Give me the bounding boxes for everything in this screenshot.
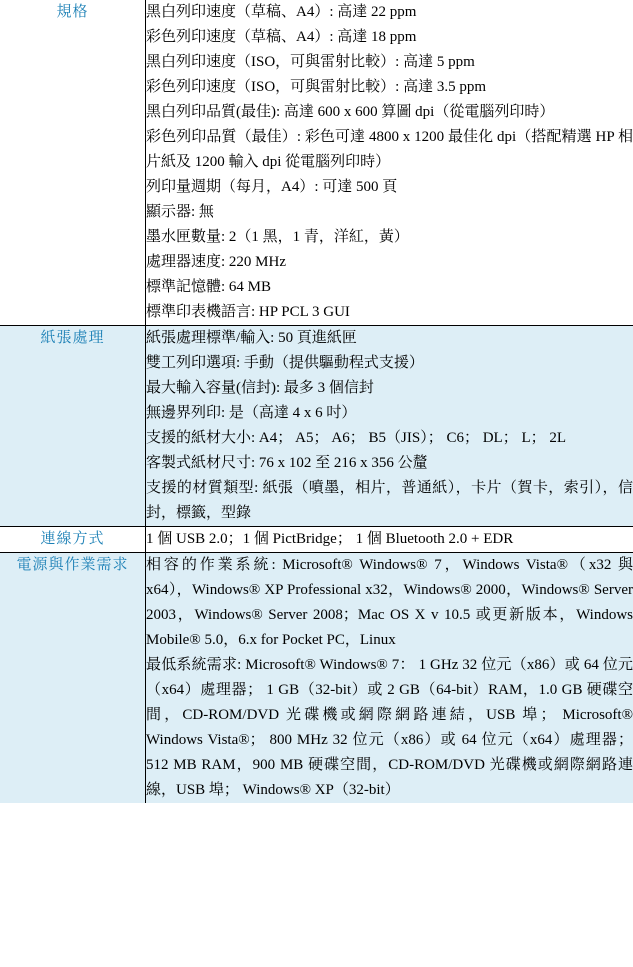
row-label-specifications — [0, 0, 146, 326]
row-label-power-and-os — [0, 553, 146, 804]
table-row — [0, 0, 633, 326]
spec-item: 標準記憶體: 64 MB — [146, 279, 272, 295]
row-label-text: 規格 — [56, 4, 89, 20]
spec-item: 彩色列印速度（ISO，可與雷射比較）: 高達 3.5 ppm — [146, 79, 487, 95]
spec-item: 支援的紙材大小: A4； A5； A6； B5（JIS）； C6； DL； L； 2L — [146, 430, 567, 446]
spec-item: 最低系統需求: Microsoft® Windows® 7： 1 GHz 32 位元（x86）或 64 位元（x64）處理器； 1 GB（32-bit）或 2 GB（64-bit）RAM，1.0 GB 硬碟空間，CD-ROM/DVD 光碟機或網際網路連結，USB 埠； Microsoft® Windows Vista®； 800 MHz 32 位元（x86）或 64 位元（x64）處理器； 512 MB RAM，900 MB 硬碟空間，CD-ROM/DVD 光碟機或網際網路連線，USB 埠； Windows® XP（32-bit） — [146, 657, 633, 798]
spec-item: 客製式紙材尺寸: 76 x 102 至 216 x 356 公釐 — [146, 455, 428, 471]
spec-item: 無邊界列印: 是（高達 4 x 6 吋） — [146, 405, 357, 421]
table-row — [0, 553, 633, 804]
spec-item: 彩色列印速度（草稿、A4）: 高達 18 ppm — [146, 29, 417, 45]
spec-item: 黑白列印速度（ISO，可與雷射比較）: 高達 5 ppm — [146, 54, 475, 70]
spec-item: 黑白列印速度（草稿、A4）: 高達 22 ppm — [146, 4, 417, 20]
spec-item: 列印量週期（每月，A4）: 可達 500 頁 — [146, 179, 398, 195]
row-values-specifications — [146, 0, 633, 326]
spec-item: 相容的作業系統: Microsoft® Windows® 7，Windows Vista®（x32 與 x64），Windows® XP Professional x32，Windows® 2000，Windows® Server 2003，Windows® Server 2008；Mac OS X v 10.5 或更新版本，Windows Mobile® 5.0，6.x for Pocket PC，Linux — [146, 557, 633, 648]
spec-item: 彩色列印品質（最佳）: 彩色可達 4800 x 1200 最佳化 dpi（搭配精選 HP 相片紙及 1200 輸入 dpi 從電腦列印時） — [146, 129, 633, 170]
table-row — [0, 326, 633, 527]
row-label-text: 紙張處理 — [40, 330, 105, 346]
spec-item: 標準印表機語言: HP PCL 3 GUI — [146, 304, 350, 320]
spec-item: 墨水匣數量: 2（1 黑，1 青，洋紅，黃） — [146, 229, 409, 245]
row-values-power-and-os — [146, 553, 633, 804]
spec-item: 顯示器: 無 — [146, 204, 214, 220]
row-label-paper-handling — [0, 326, 146, 527]
spec-item: 黑白列印品質(最佳): 高達 600 x 600 算圖 dpi（從電腦列印時） — [146, 104, 555, 120]
row-values-connectivity — [146, 527, 633, 553]
spec-item: 雙工列印選項: 手動（提供驅動程式支援） — [146, 355, 424, 371]
spec-item: 處理器速度: 220 MHz — [146, 254, 286, 270]
spec-item: 1 個 USB 2.0；1 個 PictBridge； 1 個 Bluetooth 2.0 + EDR — [146, 531, 514, 547]
row-label-text: 電源與作業需求 — [16, 557, 129, 573]
spec-item: 支援的材質類型: 紙張（噴墨，相片，普通紙），卡片（賀卡，索引），信封，標籤，型錄 — [146, 480, 633, 521]
spec-item: 紙張處理標準/輸入: 50 頁進紙匣 — [146, 330, 357, 346]
table-row — [0, 527, 633, 553]
row-values-paper-handling — [146, 326, 633, 527]
row-label-text: 連線方式 — [40, 531, 105, 547]
row-label-connectivity — [0, 527, 146, 553]
spec-item: 最大輸入容量(信封): 最多 3 個信封 — [146, 380, 374, 396]
